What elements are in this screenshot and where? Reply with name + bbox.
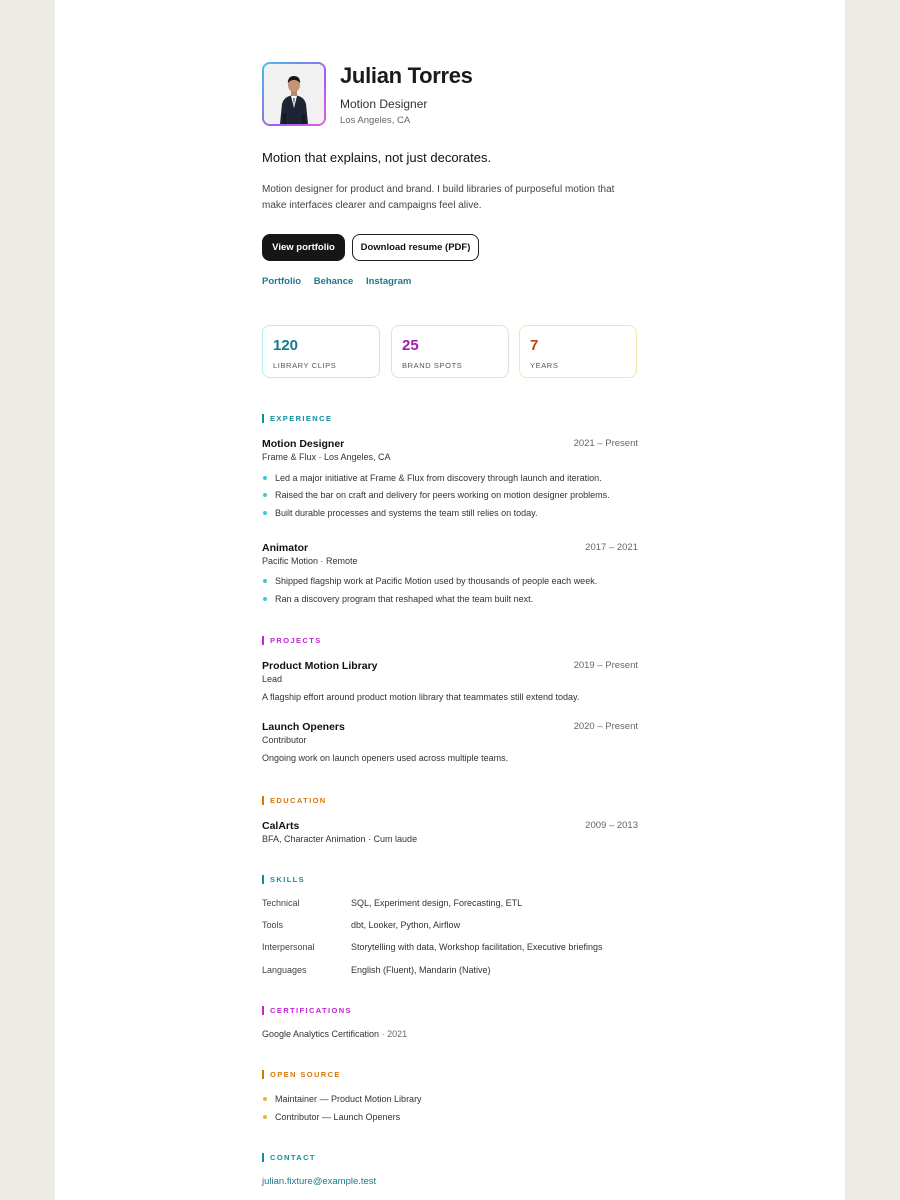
skill-category: Interpersonal: [262, 942, 315, 952]
behance-link[interactable]: Behance: [313, 276, 354, 287]
degree: BFA, Character Animation · Cum laude: [262, 834, 418, 844]
download-resume-button[interactable]: Download resume (PDF): [352, 234, 479, 261]
view-portfolio-button[interactable]: View portfolio: [262, 234, 345, 261]
job-bullet: Shipped flagship work at Pacific Motion used by thousands of people each week.: [262, 575, 597, 587]
school-name: CalArts: [262, 820, 300, 832]
certification-name: Google Analytics Certification: [262, 1029, 380, 1039]
job-bullet: Raised the bar on craft and delivery for peers working on motion designer problems.: [262, 489, 610, 501]
certification-year: · 2021: [381, 1029, 408, 1039]
skill-values: SQL, Experiment design, Forecasting, ETL: [351, 898, 523, 908]
project-role: Contributor: [262, 735, 307, 745]
project-desc: A flagship effort around product motion library that teammates still extend today.: [262, 692, 580, 702]
profile-role: Motion Designer: [340, 97, 428, 111]
avatar-photo: [264, 64, 324, 124]
project-role: Lead: [262, 674, 283, 684]
section-heading-projects: PROJECTS: [262, 636, 322, 645]
bullet-dot-icon: [263, 597, 267, 601]
bullet-dot-icon: [263, 1115, 267, 1119]
skill-category: Tools: [262, 920, 284, 930]
skill-values: Storytelling with data, Workshop facilitation, Executive briefings: [351, 942, 603, 952]
profile-links: [262, 276, 421, 287]
project-dates: 2020 – Present: [573, 721, 638, 732]
contact-email-link[interactable]: julian.fixture@example.test: [262, 1176, 377, 1187]
skill-values: English (Fluent), Mandarin (Native): [351, 965, 491, 975]
portfolio-link[interactable]: Portfolio: [262, 276, 302, 287]
stat-label: YEARS: [530, 361, 559, 370]
stat-value: 120: [273, 337, 299, 354]
skill-category: Technical: [262, 898, 300, 908]
job-bullet: Built durable processes and systems the team still relies on today.: [262, 507, 537, 519]
profile-name: Julian Torres: [340, 63, 473, 88]
summary: Motion designer for product and brand. I build libraries of purposeful motion that make interfaces clearer and campaigns feel alive.: [262, 184, 615, 211]
certification-item: [262, 1028, 407, 1040]
open-source-item: Maintainer — Product Motion Library: [262, 1093, 422, 1105]
tagline: Motion that explains, not just decorates.: [262, 150, 492, 165]
stat-label: BRAND SPOTS: [402, 361, 463, 370]
skill-category: Languages: [262, 965, 307, 975]
open-source-item: Contributor — Launch Openers: [262, 1111, 400, 1123]
skill-values: dbt, Looker, Python, Airflow: [351, 920, 461, 930]
stat-value: 7: [530, 337, 539, 354]
job-bullet: Led a major initiative at Frame & Flux from discovery through launch and iteration.: [262, 472, 602, 484]
section-heading-experience: EXPERIENCE: [262, 414, 332, 423]
job-dates: 2017 – 2021: [585, 542, 638, 553]
job-title: Motion Designer: [262, 438, 345, 450]
job-dates: 2021 – Present: [573, 438, 638, 449]
project-title: Product Motion Library: [262, 660, 378, 672]
avatar: [262, 62, 326, 126]
section-heading-contact: CONTACT: [262, 1153, 316, 1162]
job-bullet: Ran a discovery program that reshaped what the team built next.: [262, 593, 533, 605]
project-desc: Ongoing work on launch openers used across multiple teams.: [262, 753, 509, 763]
instagram-link[interactable]: Instagram: [365, 276, 412, 287]
bullet-dot-icon: [263, 1097, 267, 1101]
profile-location: Los Angeles, CA: [340, 115, 411, 126]
bullet-dot-icon: [263, 511, 267, 515]
bullet-dot-icon: [263, 493, 267, 497]
section-heading-open-source: OPEN SOURCE: [262, 1070, 341, 1079]
section-heading-skills: SKILLS: [262, 875, 305, 884]
stat-value: 25: [402, 337, 419, 354]
job-title: Animator: [262, 542, 309, 554]
job-org: Frame & Flux · Los Angeles, CA: [262, 452, 391, 462]
resume-page: [55, 0, 845, 1200]
section-heading-education: EDUCATION: [262, 796, 327, 805]
project-title: Launch Openers: [262, 721, 345, 733]
project-dates: 2019 – Present: [573, 660, 638, 671]
education-dates: 2009 – 2013: [585, 820, 638, 831]
stat-card-library-clips: [262, 325, 380, 378]
section-heading-certifications: CERTIFICATIONS: [262, 1006, 352, 1015]
bullet-dot-icon: [263, 579, 267, 583]
stat-label: LIBRARY CLIPS: [273, 361, 337, 370]
bullet-dot-icon: [263, 476, 267, 480]
job-org: Pacific Motion · Remote: [262, 556, 358, 566]
stat-card-years: [519, 325, 637, 378]
stat-card-brand-spots: [391, 325, 509, 378]
